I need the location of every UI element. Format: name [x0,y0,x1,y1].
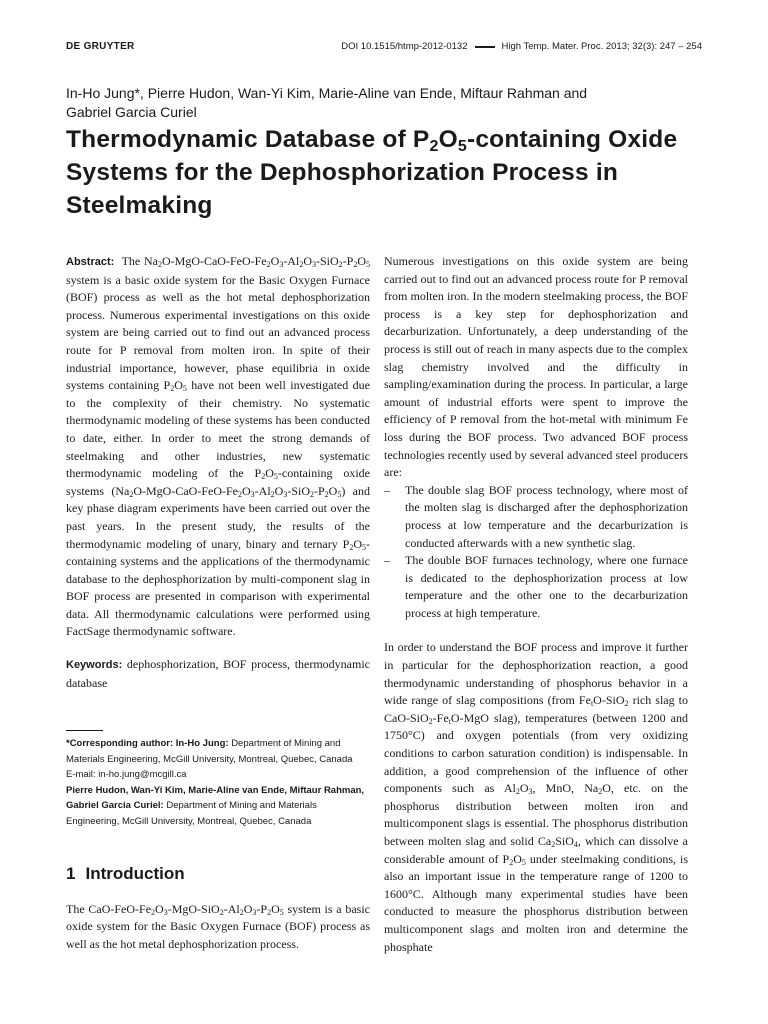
intro-paragraph-3: In order to understand the BOF process and improve it further in particular for the dephosphorization reaction, a good thermodynamic understanding of phosphorus behavior in a wide range of slag compositions (from $Fe_tO-SiO_2$ rich slag to CaO-$SiO_2-Fe_tO$-MgO slag), temperatures (between 1200 and 1750°C) and oxygen potentials (from very oxidizing conditions to carbon saturation condition) is indispensable. In addition, a good comprehension of the influence of other components such as $Al_2O_3$, MnO, $Na_2O$, etc. on the phosphorus distribution between molten iron and multicomponent slags is essential. The phosphorus distribution between molten slag and solid $Ca_2SiO_4$, which can dissolve a considerable amount of $P_2O_5$ under steelmaking conditions, is also an important issue in the temperature range of 1200 to 1600°C. Although many experimental studies have been conducted to measure the phosphorus distribution between multicomponent slags and molten iron and determine the phosphate [384,640,689,954]
right-column [384,253,688,956]
footnote-rule [66,730,103,731]
coauthor-label: Pierre Hudon, Wan-Yi Kim, Marie-Aline van Ende, Miftaur Rahman, Gabriel Garcia Curiel: [66,784,365,812]
abstract [66,253,370,641]
author-line-2: Gabriel Garcia Curiel [66,104,197,120]
corresponding-author-note [66,736,370,767]
coauthor-note [66,783,370,830]
intro-paragraph-2: Numerous investigations on this oxide system are being carried out to find out an advanced process route for P removal from molten iron. In the modern steelmaking process, the BOF process is a key step for dephosphorization and decarburization. Unfortunately, a deep understanding of the process is still out of reach in many aspects due to the complex slag chemistry involved and the difficulty in sampling/examination during the process. In particular, a large amount of industrial efforts were spent to improve the efficiency of P removal from the hot-metal with minimum Fe loss during the BOF process. Two advanced BOF process technologies recently used by several advanced steel producers are: [384,254,688,480]
author-list [66,84,686,122]
bullet-item: – The double slag BOF process technology, where most of the molten slag is discharged after the dephosphorization process at low temperature and the decarburization is conducted afterwards with a new synthetic slag. [384,482,688,552]
keywords [66,656,370,692]
article-title: Thermodynamic Database of $P_2O_5$-containing Oxide Systems for the Dephosphorization Process in Steelmaking [66,126,678,219]
coauthor-affiliation: Department of Mining and Materials Engineering, McGill University, Montreal, Quebec, Canada [66,800,317,827]
journal-citation: High Temp. Mater. Proc. 2013; 32(3): 247 – 254 [501,41,702,52]
intro-paragraph-1: The CaO-$FeO-Fe_2O_3-MgO-SiO_2-Al_2O_3-P_2O_5$ system is a basic oxide system for the Basic Oxygen Furnace (BOF) process as well as the hot metal dephosphorization process. [66,901,370,952]
doi-text: DOI 10.1515/htmp-2012-0132 [341,41,468,52]
header-dash [475,46,495,48]
author-line-1: In-Ho Jung*, Pierre Hudon, Wan-Yi Kim, Marie-Aline van Ende, Miftaur Rahman and [66,85,588,101]
corresponding-author-affiliation: Department of Mining and Materials Engineering, McGill University, Montreal, Quebec, Canada [66,738,353,765]
email-line: E-mail: in-ho.jung@mcgill.ca [66,769,187,781]
abstract-label: Abstract: [66,256,115,268]
section-number: 1 [66,864,76,884]
introduction-heading [66,865,370,883]
bullet-item: – The double BOF furnaces technology, where one furnace is dedicated to the dephosphorization process at low temperature and the other one to the decarburization process at high temperature. [384,552,688,622]
corresponding-author-label: *Corresponding author: In-Ho Jung: [66,738,229,750]
keywords-text: dephosphorization, BOF process, thermodynamic database [66,657,371,690]
header-citation [341,41,702,52]
section-title: Introduction [85,864,185,884]
keywords-label: Keywords: [66,659,123,672]
left-column [66,253,370,954]
abstract-text: The $Na_2O-MgO-CaO-FeO-Fe_2O_3-Al_2O_3-SiO_2-P_2O_5$ system is a basic oxide system for the Basic Oxygen Furnace (BOF) process as well as the hot metal dephosphorization process. Numerous experimental investigations on this oxide system are being carried out to find out an advanced process route for P removal from molten iron. In spite of their industrial importance, however, phase equilibria in oxide systems containing $P_2O_5$ have not been well investigated due to the complexity of their chemistry. No systematic thermodynamic modeling of these systems has been conducted to date, either. In order to meet the strong demands of steelmaking and other industries, new systematic thermodynamic modeling of the $P_2O_5$-containing oxide systems $(Na_2O-MgO-CaO-FeO-Fe_2O_3-Al_2O_3-SiO_2-P_2O_5)$ and key phase diagram experiments have been carried out over the past years. In the present study, the results of the thermodynamic modeling of unary, binary and ternary $P_2O_5$-containing systems and the applications of the thermodynamic database to the dephosphorization by multi-component slag in BOF process are presented in comparison with experimental data. All thermodynamic calculations were performed using FactSage thermodynamic software. [66,254,371,639]
bullet-list [384,482,688,623]
publisher-name: DE GRUYTER [66,41,135,52]
